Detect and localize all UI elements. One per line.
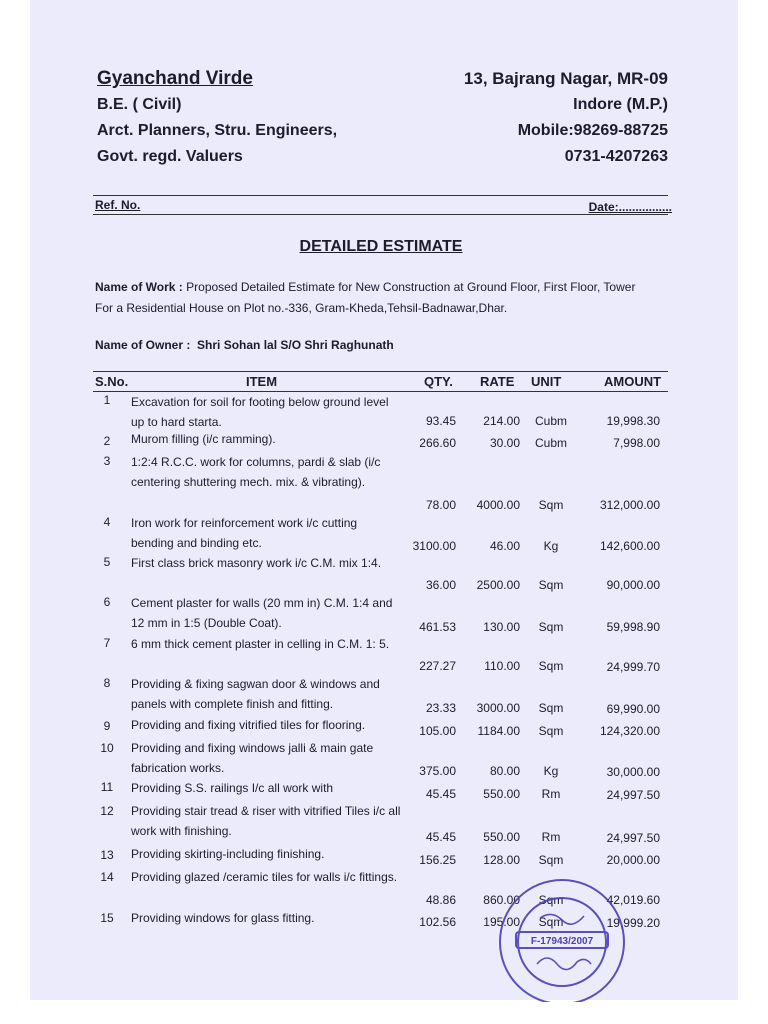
row-unit: Sqm xyxy=(538,498,564,512)
valuer-seal-stamp xyxy=(482,872,642,1002)
row-unit: Sqm xyxy=(538,659,564,673)
row-rate: 195.00 xyxy=(483,915,520,929)
row-qty: 48.86 xyxy=(425,893,456,907)
row-qty: 266.60 xyxy=(419,436,456,450)
row-item: Providing glazed /ceramic tiles for walls i/c fittings. xyxy=(131,870,398,884)
row-amount: 59,998.90 xyxy=(606,620,660,634)
row-unit: Sqm xyxy=(538,893,564,907)
row-item: Providing and fixing windows jalli & main gate fabrication works. xyxy=(131,741,374,775)
row-item: Murom filling (i/c ramming). xyxy=(131,432,276,446)
row-amount: 42,019.60 xyxy=(606,893,660,907)
row-qty: 3100.00 xyxy=(412,539,456,553)
stamp-reg-no: F-17943/2007 xyxy=(530,936,594,947)
column-header-amount: AMOUNT xyxy=(604,374,662,389)
row-sno: 13 xyxy=(100,848,114,862)
row-sno: 15 xyxy=(100,911,114,925)
row-qty: 105.00 xyxy=(419,724,456,738)
engineer-profession: Arct. Planners, Stru. Engineers, xyxy=(97,122,338,139)
row-amount: 24,997.50 xyxy=(606,788,660,802)
row-unit: Cubm xyxy=(534,414,567,428)
row-rate: 550.00 xyxy=(483,830,520,844)
row-item: 1:2:4 R.C.C. work for columns, pardi & slab (i/c centering shuttering mech. mix. & vibrating). xyxy=(131,455,381,489)
page-title: DETAILED ESTIMATE xyxy=(299,238,463,255)
row-rate: 80.00 xyxy=(489,764,520,778)
row-qty: 36.00 xyxy=(425,578,456,592)
row-rate: 550.00 xyxy=(483,787,520,801)
row-qty: 93.45 xyxy=(425,414,456,428)
row-unit: Sqm xyxy=(538,578,564,592)
row-unit: Rm xyxy=(541,830,561,844)
row-sno: 11 xyxy=(100,780,114,794)
row-rate: 1184.00 xyxy=(477,724,520,738)
column-header-item: ITEM xyxy=(246,374,278,389)
row-qty: 102.56 xyxy=(419,915,456,929)
row-amount: 20,000.00 xyxy=(606,853,660,867)
address-line: 13, Bajrang Nagar, MR-09 xyxy=(463,69,668,88)
row-item: Iron work for reinforcement work i/c cutting bending and binding etc. xyxy=(131,516,358,550)
engineer-valuer: Govt. regd. Valuers xyxy=(97,148,243,165)
row-unit: Kg xyxy=(543,764,559,778)
row-rate: 2500.00 xyxy=(476,578,520,592)
row-item: Cement plaster for walls (20 mm in) C.M. 1:4 and 12 mm in 1:5 (Double Coat). xyxy=(131,596,393,630)
row-item: Excavation for soil for footing below ground level up to hard starta. xyxy=(131,395,389,429)
row-sno: 10 xyxy=(100,741,114,755)
engineer-name: Gyanchand Virde xyxy=(97,68,253,89)
column-header-qty: QTY. xyxy=(424,374,453,389)
row-amount: 124,320.00 xyxy=(599,724,660,738)
row-sno: 1 xyxy=(103,393,111,407)
row-amount: 19,999.20 xyxy=(606,916,660,930)
row-item: Providing and fixing vitrified tiles for flooring. xyxy=(131,718,366,732)
row-sno: 14 xyxy=(100,870,114,884)
row-qty: 45.45 xyxy=(425,830,456,844)
row-rate: 128.00 xyxy=(483,853,520,867)
row-item: Providing & fixing sagwan door & windows and panels with complete finish and fitting. xyxy=(131,677,380,711)
row-item: Providing S.S. railings I/c all work with xyxy=(131,781,334,795)
work-label: Name of Work : xyxy=(95,280,183,294)
row-qty: 375.00 xyxy=(419,764,456,778)
row-rate: 130.00 xyxy=(483,620,520,634)
date-label: Date:................ xyxy=(588,200,672,214)
ref-no-label: Ref. No. xyxy=(95,198,141,212)
row-rate: 860.00 xyxy=(483,893,520,907)
row-amount: 24,999.70 xyxy=(606,660,660,674)
row-sno: 8 xyxy=(103,676,111,690)
row-qty: 45.45 xyxy=(425,787,456,801)
row-sno: 5 xyxy=(103,555,111,569)
row-amount: 19,998.30 xyxy=(606,414,660,428)
column-header-rate: RATE xyxy=(480,374,515,389)
row-item: Providing stair tread & riser with vitrified Tiles i/c all work with finishing. xyxy=(131,804,401,838)
row-amount: 90,000.00 xyxy=(606,578,660,592)
row-qty: 156.25 xyxy=(419,853,456,867)
row-amount: 30,000.00 xyxy=(606,765,660,779)
row-sno: 9 xyxy=(103,719,111,733)
row-amount: 7,998.00 xyxy=(613,436,660,450)
work-text: Proposed Detailed Estimate for New Construction at Ground Floor, First Floor, Tower For a Residential House on Plot no.-336, Gram-Kheda,Tehsil-Badnawar,Dhar. xyxy=(95,280,636,315)
owner-label: Name of Owner : xyxy=(95,338,191,352)
column-header-unit: UNIT xyxy=(531,374,562,389)
row-qty: 461.53 xyxy=(419,620,456,634)
row-item: Providing windows for glass fitting. xyxy=(131,911,315,925)
row-rate: 214.00 xyxy=(483,414,520,428)
row-rate: 46.00 xyxy=(489,539,520,553)
mobile-line: Mobile:98269-88725 xyxy=(517,122,668,139)
city-line: Indore (M.P.) xyxy=(573,96,668,113)
row-rate: 30.00 xyxy=(489,436,520,450)
row-amount: 142,600.00 xyxy=(599,539,660,553)
row-unit: Rm xyxy=(541,787,561,801)
row-unit: Sqm xyxy=(538,915,564,929)
row-sno: 3 xyxy=(103,454,111,468)
row-sno: 6 xyxy=(103,595,111,609)
column-header-sno: S.No. xyxy=(95,374,129,389)
row-item: First class brick masonry work i/c C.M. mix 1:4. xyxy=(131,556,382,570)
row-qty: 227.27 xyxy=(419,659,456,673)
row-sno: 12 xyxy=(100,804,114,818)
row-unit: Sqm xyxy=(538,724,564,738)
row-rate: 3000.00 xyxy=(476,701,520,715)
row-qty: 78.00 xyxy=(425,498,456,512)
engineer-degree: B.E. ( Civil) xyxy=(97,96,182,113)
phone-line: 0731-4207263 xyxy=(564,148,668,165)
row-rate: 4000.00 xyxy=(476,498,520,512)
row-item: 6 mm thick cement plaster in celling in C.M. 1: 5. xyxy=(131,637,390,651)
row-sno: 2 xyxy=(103,434,111,448)
row-amount: 312,000.00 xyxy=(599,498,660,512)
row-unit: Sqm xyxy=(538,620,564,634)
owner-text: Shri Sohan lal S/O Shri Raghunath xyxy=(197,338,394,352)
row-sno: 7 xyxy=(103,636,111,650)
row-amount: 69,990.00 xyxy=(606,702,660,716)
row-unit: Kg xyxy=(543,539,559,553)
row-unit: Sqm xyxy=(538,701,564,715)
row-unit: Sqm xyxy=(538,853,564,867)
row-unit: Cubm xyxy=(534,436,567,450)
row-amount: 24,997.50 xyxy=(606,831,660,845)
row-rate: 110.00 xyxy=(484,659,520,673)
row-qty: 23.33 xyxy=(425,701,456,715)
row-item: Providing skirting-including finishing. xyxy=(131,847,325,861)
row-sno: 4 xyxy=(103,515,111,529)
